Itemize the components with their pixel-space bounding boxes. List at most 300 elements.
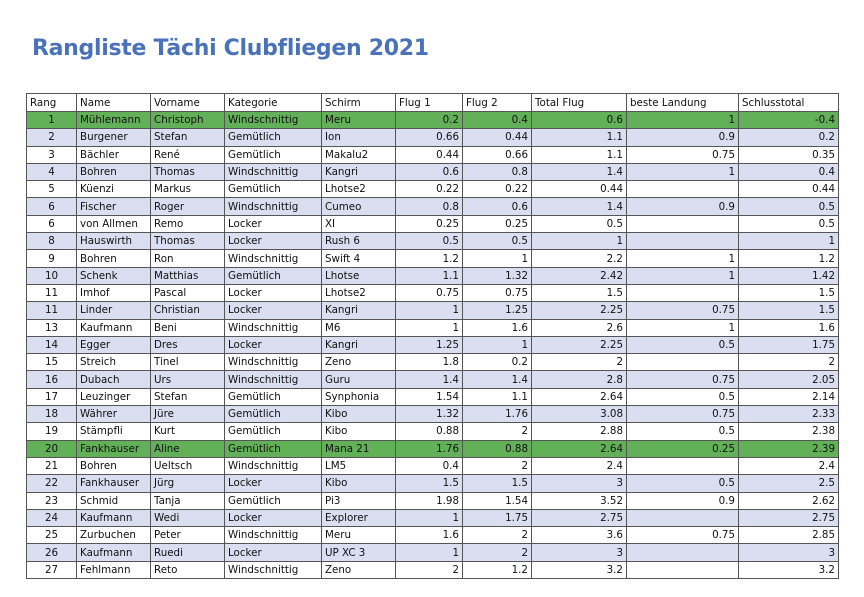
cell-vorname: Stefan [151,388,225,405]
cell-total-flug: 3.08 [532,406,627,423]
cell-schlusstotal: 2.5 [739,475,839,492]
cell-rang: 24 [27,509,77,526]
cell-kategorie: Locker [225,302,322,319]
header-schirm: Schirm [322,94,396,112]
cell-schirm: Pi3 [322,492,396,509]
header-total-flug: Total Flug [532,94,627,112]
cell-total-flug: 1.1 [532,129,627,146]
table-row [27,302,839,319]
cell-flug1: 1 [396,509,463,526]
cell-schlusstotal: 2.14 [739,388,839,405]
cell-schirm: Lhotse2 [322,181,396,198]
cell-name: Bohren [77,250,151,267]
cell-name: Leuzinger [77,388,151,405]
cell-total-flug: 1.4 [532,198,627,215]
cell-flug2: 2 [463,457,532,474]
cell-kategorie: Locker [225,475,322,492]
cell-beste-landung [627,561,739,578]
cell-schirm: Rush 6 [322,233,396,250]
cell-schirm: Meru [322,527,396,544]
cell-vorname: Tinel [151,354,225,371]
cell-beste-landung: 0.75 [627,146,739,163]
cell-name: Kaufmann [77,544,151,561]
cell-total-flug: 0.6 [532,112,627,129]
header-rang: Rang [27,94,77,112]
cell-vorname: Dres [151,336,225,353]
cell-flug1: 0.4 [396,457,463,474]
cell-name: Streich [77,354,151,371]
table-row [27,129,839,146]
cell-total-flug: 3.2 [532,561,627,578]
table-row [27,423,839,440]
cell-beste-landung: 0.9 [627,492,739,509]
cell-schirm: XI [322,215,396,232]
cell-flug1: 1.32 [396,406,463,423]
cell-total-flug: 2.88 [532,423,627,440]
cell-flug2: 1.2 [463,561,532,578]
cell-kategorie: Gemütlich [225,492,322,509]
cell-flug1: 0.25 [396,215,463,232]
cell-total-flug: 0.44 [532,181,627,198]
table-row [27,544,839,561]
cell-vorname: Jürg [151,475,225,492]
cell-flug1: 0.88 [396,423,463,440]
cell-beste-landung: 0.75 [627,406,739,423]
cell-flug1: 1.98 [396,492,463,509]
cell-rang: 13 [27,319,77,336]
cell-name: Fankhauser [77,475,151,492]
cell-flug1: 1 [396,302,463,319]
cell-rang: 9 [27,250,77,267]
cell-beste-landung: 0.5 [627,388,739,405]
cell-schirm: Kibo [322,423,396,440]
cell-schirm: M6 [322,319,396,336]
cell-name: Währer [77,406,151,423]
cell-kategorie: Gemütlich [225,423,322,440]
cell-kategorie: Locker [225,215,322,232]
cell-name: Burgener [77,129,151,146]
table-row [27,319,839,336]
cell-flug2: 0.4 [463,112,532,129]
cell-kategorie: Gemütlich [225,181,322,198]
cell-kategorie: Gemütlich [225,267,322,284]
cell-beste-landung [627,457,739,474]
cell-schlusstotal: 3.2 [739,561,839,578]
cell-flug1: 1.2 [396,250,463,267]
cell-flug1: 0.75 [396,284,463,301]
table-row [27,457,839,474]
cell-schirm: Cumeo [322,198,396,215]
cell-beste-landung [627,181,739,198]
cell-rang: 4 [27,163,77,180]
cell-vorname: Tanja [151,492,225,509]
cell-name: Schmid [77,492,151,509]
cell-rang: 5 [27,181,77,198]
cell-kategorie: Windschnittig [225,319,322,336]
table-row [27,354,839,371]
cell-schlusstotal: 0.5 [739,215,839,232]
cell-kategorie: Locker [225,544,322,561]
cell-kategorie: Windschnittig [225,457,322,474]
cell-kategorie: Locker [225,509,322,526]
cell-kategorie: Gemütlich [225,146,322,163]
cell-schlusstotal: 0.4 [739,163,839,180]
cell-schirm: Zeno [322,561,396,578]
table-row [27,371,839,388]
cell-total-flug: 2.75 [532,509,627,526]
cell-kategorie: Windschnittig [225,112,322,129]
cell-beste-landung: 1 [627,267,739,284]
cell-schirm: Guru [322,371,396,388]
cell-flug2: 0.5 [463,233,532,250]
cell-schlusstotal: 0.5 [739,198,839,215]
cell-beste-landung: 1 [627,163,739,180]
cell-rang: 21 [27,457,77,474]
cell-total-flug: 2.8 [532,371,627,388]
cell-schirm: LM5 [322,457,396,474]
cell-vorname: Peter [151,527,225,544]
cell-rang: 6 [27,198,77,215]
cell-vorname: Roger [151,198,225,215]
cell-name: Kaufmann [77,319,151,336]
cell-flug2: 1.76 [463,406,532,423]
cell-name: Fankhauser [77,440,151,457]
cell-name: Mühlemann [77,112,151,129]
header-flug2: Flug 2 [463,94,532,112]
cell-beste-landung: 0.5 [627,475,739,492]
cell-schirm: UP XC 3 [322,544,396,561]
cell-schlusstotal: 2.75 [739,509,839,526]
cell-schlusstotal: 1.75 [739,336,839,353]
cell-schirm: Ion [322,129,396,146]
cell-schirm: Swift 4 [322,250,396,267]
cell-schirm: Kibo [322,406,396,423]
cell-kategorie: Locker [225,336,322,353]
cell-total-flug: 2.64 [532,388,627,405]
cell-beste-landung: 1 [627,319,739,336]
table-row [27,112,839,129]
cell-vorname: Stefan [151,129,225,146]
cell-total-flug: 2 [532,354,627,371]
cell-schirm: Kibo [322,475,396,492]
cell-kategorie: Locker [225,284,322,301]
cell-rang: 27 [27,561,77,578]
cell-vorname: Matthias [151,267,225,284]
cell-schirm: Makalu2 [322,146,396,163]
cell-schirm: Lhotse [322,267,396,284]
cell-flug1: 1.5 [396,475,463,492]
cell-vorname: Ueltsch [151,457,225,474]
cell-kategorie: Windschnittig [225,371,322,388]
header-schlusstotal: Schlusstotal [739,94,839,112]
cell-schlusstotal: 2.85 [739,527,839,544]
cell-name: Zurbuchen [77,527,151,544]
cell-name: Bohren [77,457,151,474]
cell-beste-landung: 0.75 [627,302,739,319]
cell-rang: 6 [27,215,77,232]
cell-name: Fischer [77,198,151,215]
cell-schlusstotal: 1.5 [739,284,839,301]
cell-name: Linder [77,302,151,319]
cell-flug2: 1.1 [463,388,532,405]
cell-kategorie: Windschnittig [225,163,322,180]
cell-rang: 20 [27,440,77,457]
cell-rang: 14 [27,336,77,353]
cell-schlusstotal: 2.33 [739,406,839,423]
cell-beste-landung: 0.9 [627,198,739,215]
cell-kategorie: Gemütlich [225,440,322,457]
cell-name: Kaufmann [77,509,151,526]
table-row [27,475,839,492]
cell-vorname: Christoph [151,112,225,129]
cell-flug2: 1.32 [463,267,532,284]
table-row [27,267,839,284]
cell-schirm: Synphonia [322,388,396,405]
cell-schlusstotal: 0.35 [739,146,839,163]
cell-rang: 2 [27,129,77,146]
cell-flug1: 0.5 [396,233,463,250]
cell-flug2: 0.66 [463,146,532,163]
table-row [27,198,839,215]
cell-beste-landung [627,354,739,371]
cell-total-flug: 2.4 [532,457,627,474]
page-title: Rangliste Tächi Clubfliegen 2021 [32,36,429,61]
cell-flug2: 0.22 [463,181,532,198]
table-row [27,250,839,267]
cell-rang: 17 [27,388,77,405]
cell-beste-landung: 0.75 [627,371,739,388]
cell-flug2: 0.2 [463,354,532,371]
cell-kategorie: Locker [225,233,322,250]
header-beste-landung: beste Landung [627,94,739,112]
cell-beste-landung: 0.9 [627,129,739,146]
cell-rang: 11 [27,302,77,319]
cell-flug2: 0.44 [463,129,532,146]
cell-kategorie: Windschnittig [225,198,322,215]
table-row [27,440,839,457]
table-row [27,163,839,180]
cell-flug2: 1.75 [463,509,532,526]
cell-kategorie: Windschnittig [225,354,322,371]
cell-kategorie: Windschnittig [225,250,322,267]
table-row [27,406,839,423]
cell-name: Imhof [77,284,151,301]
cell-kategorie: Gemütlich [225,129,322,146]
cell-vorname: Thomas [151,233,225,250]
cell-rang: 26 [27,544,77,561]
cell-vorname: Ruedi [151,544,225,561]
cell-name: Schenk [77,267,151,284]
cell-name: Bächler [77,146,151,163]
cell-flug2: 1.6 [463,319,532,336]
cell-vorname: Wedi [151,509,225,526]
cell-flug1: 1.8 [396,354,463,371]
cell-name: Stämpfli [77,423,151,440]
cell-schirm: Zeno [322,354,396,371]
cell-beste-landung [627,233,739,250]
cell-flug1: 1.6 [396,527,463,544]
cell-rang: 22 [27,475,77,492]
cell-beste-landung [627,509,739,526]
cell-beste-landung [627,284,739,301]
cell-schlusstotal: 1.2 [739,250,839,267]
cell-rang: 11 [27,284,77,301]
cell-total-flug: 2.25 [532,302,627,319]
cell-flug1: 1 [396,544,463,561]
table-row [27,146,839,163]
cell-schirm: Mana 21 [322,440,396,457]
cell-vorname: Reto [151,561,225,578]
cell-schirm: Kangri [322,336,396,353]
cell-schirm: Lhotse2 [322,284,396,301]
cell-schirm: Kangri [322,302,396,319]
header-kategorie: Kategorie [225,94,322,112]
cell-flug2: 0.88 [463,440,532,457]
cell-flug1: 1.76 [396,440,463,457]
cell-kategorie: Windschnittig [225,561,322,578]
cell-vorname: Ron [151,250,225,267]
cell-schlusstotal: 1.6 [739,319,839,336]
cell-name: Bohren [77,163,151,180]
cell-schirm: Meru [322,112,396,129]
cell-vorname: Christian [151,302,225,319]
table-row [27,215,839,232]
table-row [27,527,839,544]
cell-vorname: Remo [151,215,225,232]
table-body [27,112,839,579]
table-row [27,233,839,250]
cell-flug2: 1.25 [463,302,532,319]
cell-total-flug: 1.1 [532,146,627,163]
cell-schlusstotal: 0.2 [739,129,839,146]
cell-flug1: 0.6 [396,163,463,180]
cell-schirm: Explorer [322,509,396,526]
cell-flug1: 2 [396,561,463,578]
cell-schlusstotal: 2 [739,354,839,371]
cell-name: Fehlmann [77,561,151,578]
cell-total-flug: 3 [532,475,627,492]
cell-flug2: 1.54 [463,492,532,509]
cell-flug1: 0.22 [396,181,463,198]
cell-flug2: 0.6 [463,198,532,215]
cell-flug1: 0.44 [396,146,463,163]
cell-schlusstotal: 2.62 [739,492,839,509]
cell-flug2: 2 [463,544,532,561]
cell-kategorie: Gemütlich [225,388,322,405]
cell-schlusstotal: 2.39 [739,440,839,457]
cell-flug2: 0.25 [463,215,532,232]
cell-flug2: 0.75 [463,284,532,301]
cell-flug1: 0.2 [396,112,463,129]
cell-total-flug: 2.64 [532,440,627,457]
cell-name: Hauswirth [77,233,151,250]
cell-flug2: 1 [463,336,532,353]
cell-total-flug: 3.52 [532,492,627,509]
cell-flug1: 1.25 [396,336,463,353]
cell-rang: 16 [27,371,77,388]
table-row [27,181,839,198]
header-name: Name [77,94,151,112]
cell-rang: 8 [27,233,77,250]
cell-kategorie: Gemütlich [225,406,322,423]
cell-flug1: 0.66 [396,129,463,146]
cell-flug2: 2 [463,423,532,440]
cell-name: Küenzi [77,181,151,198]
cell-vorname: Aline [151,440,225,457]
cell-schlusstotal: 2.38 [739,423,839,440]
cell-rang: 1 [27,112,77,129]
cell-schlusstotal: 1 [739,233,839,250]
cell-vorname: Urs [151,371,225,388]
cell-rang: 10 [27,267,77,284]
cell-total-flug: 2.2 [532,250,627,267]
header-row [27,94,839,112]
cell-rang: 3 [27,146,77,163]
table-row [27,509,839,526]
cell-beste-landung [627,215,739,232]
cell-total-flug: 3.6 [532,527,627,544]
cell-total-flug: 0.5 [532,215,627,232]
cell-flug1: 1.1 [396,267,463,284]
cell-flug2: 0.8 [463,163,532,180]
cell-vorname: René [151,146,225,163]
cell-schlusstotal: 1.5 [739,302,839,319]
cell-beste-landung: 0.5 [627,336,739,353]
cell-name: Egger [77,336,151,353]
cell-vorname: Pascal [151,284,225,301]
cell-total-flug: 1.4 [532,163,627,180]
cell-total-flug: 3 [532,544,627,561]
cell-total-flug: 1.5 [532,284,627,301]
cell-total-flug: 2.6 [532,319,627,336]
cell-schlusstotal: 0.44 [739,181,839,198]
cell-schlusstotal: 2.4 [739,457,839,474]
cell-flug2: 2 [463,527,532,544]
cell-beste-landung: 1 [627,250,739,267]
cell-rang: 19 [27,423,77,440]
cell-vorname: Thomas [151,163,225,180]
cell-flug1: 1 [396,319,463,336]
cell-flug1: 1.54 [396,388,463,405]
cell-total-flug: 1 [532,233,627,250]
cell-beste-landung [627,544,739,561]
cell-schlusstotal: 1.42 [739,267,839,284]
cell-total-flug: 2.42 [532,267,627,284]
cell-rang: 15 [27,354,77,371]
cell-total-flug: 2.25 [532,336,627,353]
table-row [27,336,839,353]
cell-schlusstotal: -0.4 [739,112,839,129]
cell-beste-landung: 1 [627,112,739,129]
cell-schlusstotal: 2.05 [739,371,839,388]
cell-vorname: Kurt [151,423,225,440]
header-flug1: Flug 1 [396,94,463,112]
table-row [27,388,839,405]
ranking-table [26,93,839,579]
cell-flug2: 1.4 [463,371,532,388]
cell-beste-landung: 0.5 [627,423,739,440]
cell-flug2: 1.5 [463,475,532,492]
cell-rang: 25 [27,527,77,544]
cell-rang: 18 [27,406,77,423]
table-row [27,561,839,578]
cell-schirm: Kangri [322,163,396,180]
cell-flug1: 1.4 [396,371,463,388]
table-row [27,284,839,301]
cell-beste-landung: 0.25 [627,440,739,457]
cell-rang: 23 [27,492,77,509]
header-vorname: Vorname [151,94,225,112]
